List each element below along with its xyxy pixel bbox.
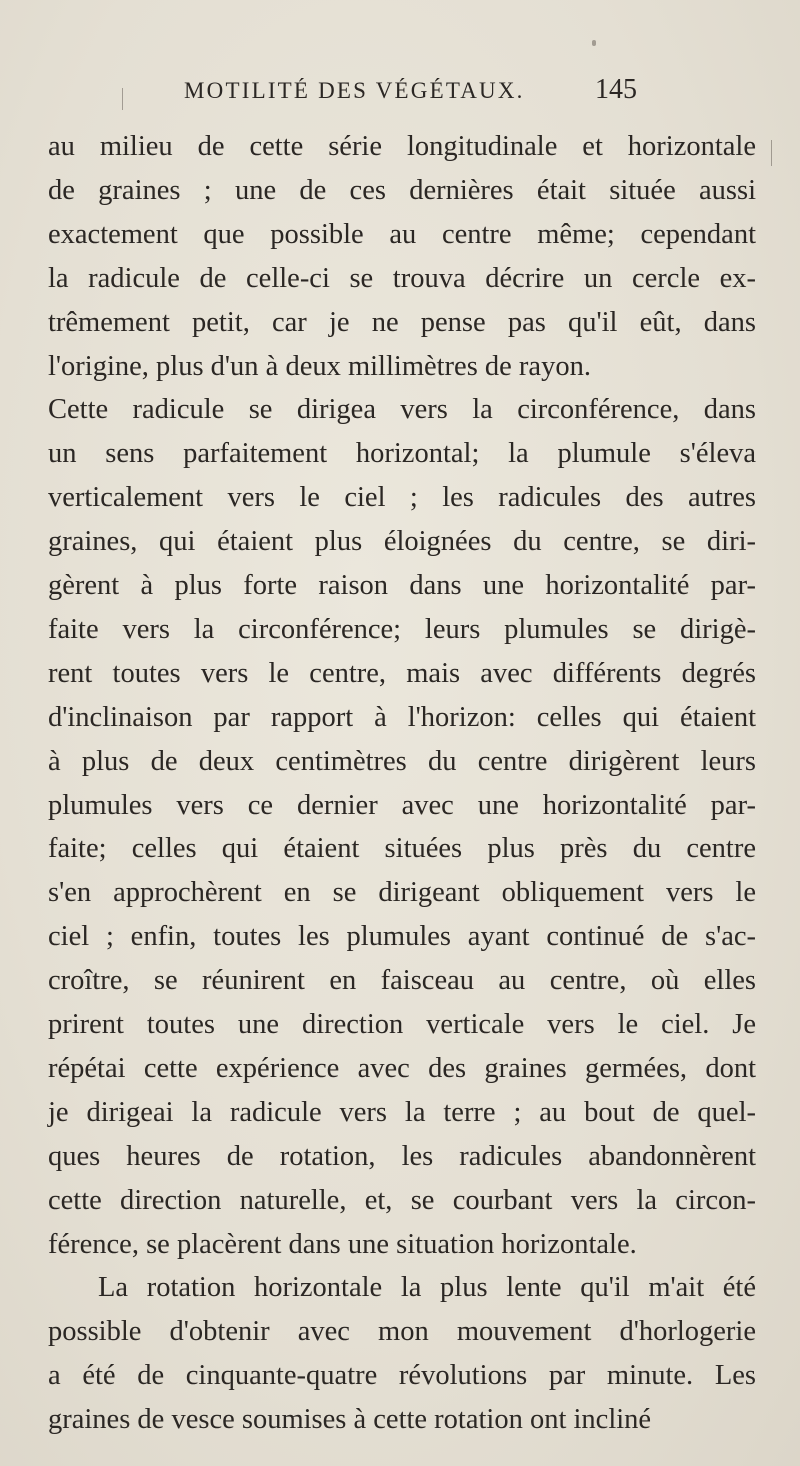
text-line: verticalement vers le ciel ; les radicules des autres — [48, 482, 756, 513]
text-line: ques heures de rotation, les radicules abandonnèrent — [48, 1141, 756, 1172]
text-line: gèrent à plus forte raison dans une horizontalité par- — [48, 570, 756, 601]
text-line: à plus de deux centimètres du centre dirigèrent leurs — [48, 746, 756, 777]
running-header — [184, 74, 684, 114]
text-line: ciel ; enfin, toutes les plumules ayant continué de s'ac- — [48, 921, 756, 952]
text-line: faite vers la circonférence; leurs plumules se dirigè- — [48, 614, 756, 645]
text-line: exactement que possible au centre même; cependant — [48, 219, 756, 250]
text-line: Cette radicule se dirigea vers la circonférence, dans — [48, 394, 756, 425]
text-line: férence, se placèrent dans une situation horizontale. — [48, 1229, 637, 1260]
text-line: je dirigeai la radicule vers la terre ; au bout de quel- — [48, 1097, 756, 1128]
text-line: s'en approchèrent en se dirigeant obliquement vers le — [48, 877, 756, 908]
text-line: trêmement petit, car je ne pense pas qu'il eût, dans — [48, 307, 756, 338]
text-line: possible d'obtenir avec mon mouvement d'horlogerie — [48, 1316, 756, 1347]
paper-speck — [122, 88, 123, 110]
text-line: a été de cinquante-quatre révolutions par minute. Les — [48, 1360, 756, 1391]
text-line: de graines ; une de ces dernières était située aussi — [48, 175, 756, 206]
text-line: la radicule de celle-ci se trouva décrire un cercle ex- — [48, 263, 756, 294]
text-line: au milieu de cette série longitudinale et horizontale — [48, 131, 756, 162]
text-line: La rotation horizontale la plus lente qu'il m'ait été — [98, 1272, 756, 1303]
text-line: faite; celles qui étaient situées plus près du centre — [48, 833, 756, 864]
paper-speck — [592, 40, 596, 46]
text-line: croître, se réunirent en faisceau au centre, où elles — [48, 965, 756, 996]
text-line: d'inclinaison par rapport à l'horizon: celles qui étaient — [48, 702, 756, 733]
page-number: 145 — [595, 74, 637, 105]
text-line: prirent toutes une direction verticale vers le ciel. Je — [48, 1009, 756, 1040]
header-title: MOTILITÉ DES VÉGÉTAUX. — [184, 78, 525, 103]
text-line: cette direction naturelle, et, se courbant vers la circon- — [48, 1185, 756, 1216]
text-line: l'origine, plus d'un à deux millimètres de rayon. — [48, 351, 591, 382]
text-line: graines, qui étaient plus éloignées du centre, se diri- — [48, 526, 756, 557]
text-line: plumules vers ce dernier avec une horizontalité par- — [48, 790, 756, 821]
text-line: graines de vesce soumises à cette rotation ont incliné — [48, 1404, 652, 1435]
text-line: un sens parfaitement horizontal; la plumule s'éleva — [48, 438, 756, 469]
text-line: répétai cette expérience avec des graines germées, dont — [48, 1053, 756, 1084]
text-line: rent toutes vers le centre, mais avec différents degrés — [48, 658, 756, 689]
paper-speck — [771, 140, 772, 166]
